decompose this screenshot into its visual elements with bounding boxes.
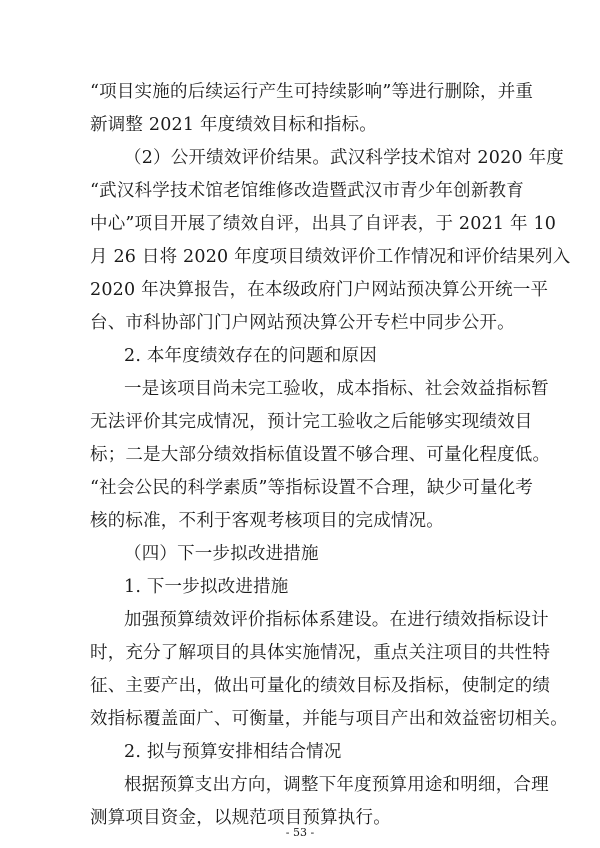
section-heading: 1. 下一步拟改进措施 — [124, 577, 289, 597]
text-line: 时，充分了解项目的具体实施情况，重点关注项目的共性特 — [90, 643, 551, 663]
page-number: - 53 - — [285, 826, 315, 839]
text-line: 核的标准，不利于客观考核项目的完成情况。 — [90, 511, 444, 531]
section-heading: 2. 本年度绩效存在的问题和原因 — [124, 346, 377, 366]
text-line: “项目实施的后续运行产生可持续影响”等进行删除，并重 — [90, 82, 534, 102]
text-line: 征、主要产出，做出可量化的绩效目标及指标，使制定的绩 — [90, 676, 551, 696]
text-line: 无法评价其完成情况，预计完工验收之后能够实现绩效目 — [90, 412, 533, 432]
text-line: 月 26 日将 2020 年度项目绩效评价工作情况和评价结果列入 — [90, 247, 571, 267]
text-line: 加强预算绩效评价指标体系建设。在进行绩效指标设计 — [124, 610, 549, 630]
text-line: 效指标覆盖面广、可衡量，并能与项目产出和效益密切相关。 — [90, 709, 568, 729]
text-line: 新调整 2021 年度绩效目标和指标。 — [90, 115, 377, 135]
text-line: 台、市科协部门门户网站预决算公开专栏中同步公开。 — [90, 313, 515, 333]
text-line: “社会公民的科学素质”等指标设置不合理，缺少可量化考 — [90, 478, 534, 498]
section-heading: （四）下一步拟改进措施 — [124, 544, 319, 564]
text-line: 根据预算支出方向，调整下年度预算用途和明细，合理 — [124, 775, 549, 795]
text-line: 一是该项目尚未完工验收，成本指标、社会效益指标暂 — [124, 379, 549, 399]
text-line: 标；二是大部分绩效指标值设置不够合理、可量化程度低。 — [90, 445, 551, 465]
text-line: “武汉科学技术馆老馆维修改造暨武汉市青少年创新教育 — [90, 181, 524, 201]
text-line: （2）公开绩效评价结果。武汉科学技术馆对 2020 年度 — [124, 148, 564, 168]
text-line: 测算项目资金，以规范项目预算执行。 — [90, 808, 391, 828]
text-line: 中心”项目开展了绩效自评，出具了自评表，于 2021 年 10 — [90, 214, 557, 234]
section-heading: 2. 拟与预算安排相结合情况 — [124, 742, 342, 762]
text-line: 2020 年决算报告，在本级政府门户网站预决算公开统一平 — [90, 280, 549, 300]
